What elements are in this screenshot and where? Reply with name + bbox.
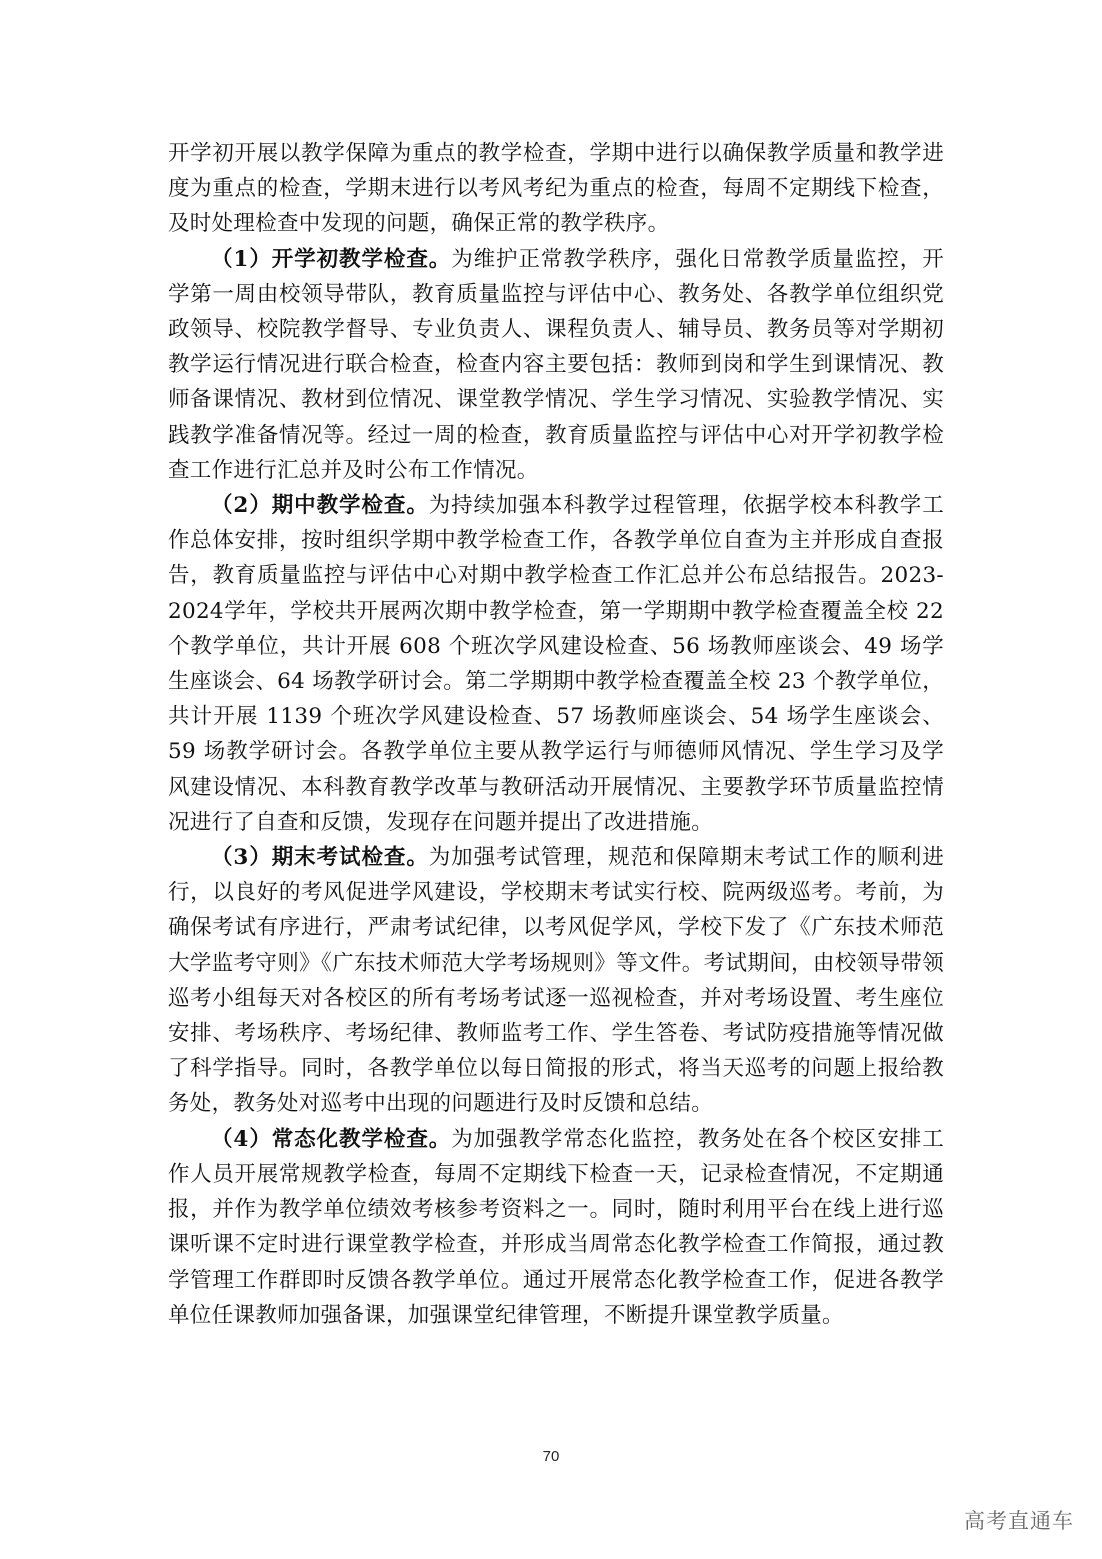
paragraph-heading: （4）常态化教学检查。: [211, 1126, 452, 1152]
paragraph-intro-text: 开学初开展以教学保障为重点的教学检查，学期中进行以确保教学质量和教学进度为重点的检查，学期末进行以考风考纪为重点的检查，每周不定期线下检查，及时处理检查中发现的问题，确保正常的教学秩序。: [168, 141, 944, 237]
paragraph-final-exam-inspection: [168, 840, 944, 1122]
paragraph-text: 为加强教学常态化监控，教务处在各个校区安排工作人员开展常规教学检查，每周不定期线下检查一天，记录检查情况，不定期通报，并作为教学单位绩效考核参考资料之一。同时，随时利用平台在线上进行巡课听课不定时进行课堂教学检查，并形成当周常态化教学检查工作简报，通过教学管理工作群即时反馈各教学单位。通过开展常态化教学检查工作，促进各教学单位任课教师加强备课，加强课堂纪律管理，不断提升课堂教学质量。: [168, 1126, 944, 1328]
paragraph-heading: （2）期中教学检查。: [211, 493, 429, 519]
paragraph-text: 为持续加强本科教学过程管理，依据学校本科教学工作总体安排，按时组织学期中教学检查工作，各教学单位自查为主并形成自查报告，教育质量监控与评估中心对期中教学检查工作汇总并公布总结报告。2023-2024学年，学校共开展两次期中教学检查，第一学期期中教学检查覆盖全校 22 个教学单位，共计开展 608 个班次学风建设检查、56 场教师座谈会、49 场学生座谈会、64 场教学研讨会。第二学期期中教学检查覆盖全校 23 个教学单位，共计开展 1139 个班次学风建设检查、57 场教师座谈会、54 场学生座谈会、59 场教学研讨会。各教学单位主要从教学运行与师德师风情况、学生学习及学风建设情况、本科教育教学改革与教研活动开展情况、主要教学环节质量监控情况进行了自查和反馈，发现存在问题并提出了改进措施。: [168, 493, 944, 835]
paragraph-text: 为维护正常教学秩序，强化日常教学质量监控，开学第一周由校领导带队，教育质量监控与评估中心、教务处、各教学单位组织党政领导、校院教学督导、专业负责人、课程负责人、辅导员、教务员等对学期初教学运行情况进行联合检查，检查内容主要包括：教师到岗和学生到课情况、教师备课情况、教材到位情况、课堂教学情况、学生学习情况、实验教学情况、实践教学准备情况等。经过一周的检查，教育质量监控与评估中心对开学初教学检查工作进行汇总并及时公布工作情况。: [168, 246, 944, 483]
paragraph-intro: [168, 136, 944, 242]
document-body: [168, 136, 944, 1333]
paragraph-heading: （1）开学初教学检查。: [211, 246, 452, 272]
paragraph-start-of-term-inspection: [168, 242, 944, 488]
page-number: 70: [542, 1448, 560, 1465]
paragraph-heading: （3）期末考试检查。: [211, 845, 429, 871]
paragraph-routine-inspection: [168, 1122, 944, 1333]
paragraph-text: 为加强考试管理，规范和保障期末考试工作的顺利进行，以良好的考风促进学风建设，学校期末考试实行校、院两级巡考。考前，为确保考试有序进行，严肃考试纪律，以考风促学风，学校下发了《广东技术师范大学监考守则》《广东技术师范大学考场规则》等文件。考试期间，由校领导带领巡考小组每天对各校区的所有考场考试逐一巡视检查，并对考场设置、考生座位安排、考场秩序、考场纪律、教师监考工作、学生答卷、考试防疫措施等情况做了科学指导。同时，各教学单位以每日简报的形式，将当天巡考的问题上报给教务处，教务处对巡考中出现的问题进行及时反馈和总结。: [168, 845, 944, 1117]
watermark: 高考直通车: [964, 1509, 1074, 1533]
paragraph-midterm-inspection: [168, 488, 944, 840]
